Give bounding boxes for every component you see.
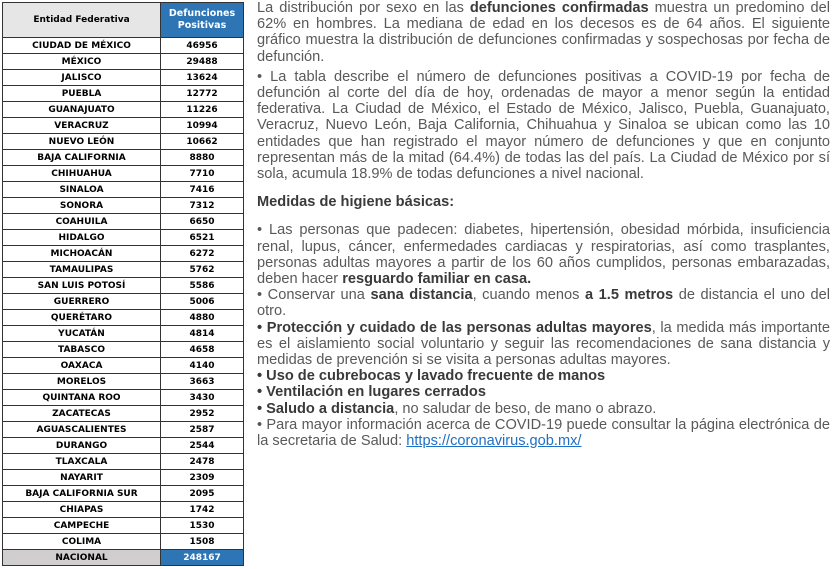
table-row [3, 406, 244, 422]
table-row [3, 134, 244, 150]
death-count: 3663 [161, 374, 244, 390]
b2-text-bold-2: a 1.5 metros [584, 287, 674, 304]
paragraph-table-description: • La tabla describe el número de defunciones positivas a COVID-19 por fecha de defunción al corte del día de hoy, ordenadas de mayor a menor según la entidad federativa. La Ciudad de México, el Estado de México, Jalisco, Puebla, Guanajuato, Veracruz, Nuevo León, Baja California, Chihuahua y Sinaloa se ubican como las 10 entidades que han registrado el mayor número de defunciones y que en conjunto representan más de la mitad (64.4%) de todas las del país. La Ciudad de México por sí sola, acumula 18.9% de todas defunciones a nivel nacional. [257, 68, 830, 183]
table-row [3, 102, 244, 118]
state-name: NAYARIT [3, 470, 161, 486]
death-count: 8880 [161, 150, 244, 166]
bullet-cubrebocas [257, 368, 830, 384]
b6-text-b: , no saludar de beso, de mano o abrazo. [394, 400, 657, 417]
death-count: 2478 [161, 454, 244, 470]
state-name: TAMAULIPAS [3, 262, 161, 278]
death-count: 29488 [161, 54, 244, 70]
table-row [3, 54, 244, 70]
bullet-saludo [257, 401, 830, 417]
coronavirus-gob-link[interactable]: https://coronavirus.gob.mx/ [406, 433, 582, 450]
death-count: 2309 [161, 470, 244, 486]
bullet-adultos-mayores [257, 320, 830, 369]
b3-text-bold: • Protección y cuidado de las personas adultas mayores [257, 319, 652, 336]
death-count: 6650 [161, 214, 244, 230]
state-name: TLAXCALA [3, 454, 161, 470]
death-count: 2587 [161, 422, 244, 438]
total-label: NACIONAL [3, 550, 161, 566]
death-count: 7312 [161, 198, 244, 214]
state-name: CIUDAD DE MÉXICO [3, 38, 161, 54]
table-row [3, 182, 244, 198]
table-row [3, 438, 244, 454]
death-count: 4814 [161, 326, 244, 342]
state-name: OAXACA [3, 358, 161, 374]
state-name: SAN LUIS POTOSÍ [3, 278, 161, 294]
table-row [3, 38, 244, 54]
table-row [3, 166, 244, 182]
state-name: AGUASCALIENTES [3, 422, 161, 438]
b2-text-c: , cuando menos [472, 287, 585, 304]
paragraph-distribution [257, 0, 830, 65]
table-row [3, 86, 244, 102]
state-name: QUERÉTARO [3, 310, 161, 326]
state-name: DURANGO [3, 438, 161, 454]
b4-text-bold: • Uso de cubrebocas y lavado frecuente de manos [257, 368, 606, 385]
bullet-sana-distancia [257, 287, 830, 319]
state-name: GUANAJUATO [3, 102, 161, 118]
state-name: JALISCO [3, 70, 161, 86]
death-count: 5762 [161, 262, 244, 278]
state-name: HIDALGO [3, 230, 161, 246]
table-row [3, 294, 244, 310]
table-row [3, 214, 244, 230]
table-row [3, 470, 244, 486]
table-row [3, 502, 244, 518]
state-name: BAJA CALIFORNIA SUR [3, 486, 161, 502]
death-count: 10662 [161, 134, 244, 150]
death-count: 5586 [161, 278, 244, 294]
state-name: BAJA CALIFORNIA [3, 150, 161, 166]
table-row [3, 230, 244, 246]
b1-text-a: • Las personas que padecen: diabetes, hipertensión, obesidad mórbida, insuficiencia renal, lupus, cáncer, enfermedades cardiacas y respiratorias, así como trasplantes, personas adultas mayores a partir de los 60 años cumplidos, personas embarazadas, deben hacer [257, 222, 830, 288]
death-count: 6272 [161, 246, 244, 262]
b2-text-bold-1: sana distancia [370, 287, 473, 304]
deaths-by-state-table [2, 2, 244, 566]
state-name: CHIHUAHUA [3, 166, 161, 182]
state-name: TABASCO [3, 342, 161, 358]
header-entidad: Entidad Federativa [3, 3, 161, 38]
table-row [3, 70, 244, 86]
state-name: COAHUILA [3, 214, 161, 230]
state-name: CHIAPAS [3, 502, 161, 518]
death-count: 7416 [161, 182, 244, 198]
b1-text-bold: resguardo familiar en casa. [342, 271, 532, 288]
death-count: 4140 [161, 358, 244, 374]
total-value: 248167 [161, 550, 244, 566]
table-row [3, 198, 244, 214]
b5-text-bold: • Ventilación en lugares cerrados [257, 384, 486, 401]
table-row [3, 534, 244, 550]
table-row [3, 358, 244, 374]
state-name: MÉXICO [3, 54, 161, 70]
bullet-more-info [257, 417, 830, 449]
table-row [3, 422, 244, 438]
state-name: YUCATÁN [3, 326, 161, 342]
p1-text-c: muestra un predomino del 62% en hombres. La mediana de edad en los decesos es de 64 años. El siguiente gráfico muestra la distribución de defunciones confirmadas y sospechosas por fecha de defunción. [257, 0, 830, 65]
death-count: 5006 [161, 294, 244, 310]
state-name: PUEBLA [3, 86, 161, 102]
hygiene-heading: Medidas de higiene básicas: [257, 194, 455, 211]
death-count: 4880 [161, 310, 244, 326]
p1-text-bold: defunciones confirmadas [469, 0, 649, 16]
b2-text-e: de distancia el uno del otro. [257, 287, 830, 320]
table-row [3, 278, 244, 294]
b2-text-a: • Conservar una [257, 287, 371, 304]
state-name: QUINTANA ROO [3, 390, 161, 406]
state-name: NUEVO LEÓN [3, 134, 161, 150]
header-defunciones: Defunciones Positivas [161, 3, 244, 38]
text-column [257, 0, 830, 449]
death-count: 1508 [161, 534, 244, 550]
state-name: ZACATECAS [3, 406, 161, 422]
death-count: 1742 [161, 502, 244, 518]
table-header-row [3, 3, 244, 38]
bullet-ventilacion [257, 384, 830, 400]
table-row [3, 342, 244, 358]
b6-text-bold: • Saludo a distancia [257, 400, 395, 417]
table-row [3, 246, 244, 262]
death-count: 2544 [161, 438, 244, 454]
death-count: 1530 [161, 518, 244, 534]
death-count: 12772 [161, 86, 244, 102]
state-name: SONORA [3, 198, 161, 214]
death-count: 13624 [161, 70, 244, 86]
table-total-row [3, 550, 244, 566]
death-count: 10994 [161, 118, 244, 134]
table-row [3, 454, 244, 470]
p1-text-a: La distribución por sexo en las [257, 0, 470, 16]
death-count: 2952 [161, 406, 244, 422]
state-name: VERACRUZ [3, 118, 161, 134]
table-row [3, 118, 244, 134]
table-row [3, 150, 244, 166]
table-row [3, 390, 244, 406]
state-name: SINALOA [3, 182, 161, 198]
bullet-risk-groups [257, 222, 830, 287]
table-row [3, 326, 244, 342]
table-row [3, 374, 244, 390]
death-count: 46956 [161, 38, 244, 54]
state-name: MORELOS [3, 374, 161, 390]
table-row [3, 518, 244, 534]
death-count: 4658 [161, 342, 244, 358]
b7-text: • Para mayor información acerca de COVID-19 puede consultar la página electrónica de la secretaria de Salud: [257, 416, 830, 450]
b3-text-b: , la medida más importante es el aislamiento social voluntario y seguir las recomendaciones de sana distancia y medidas de prevención si se visita a personas adultas mayores. [257, 319, 830, 369]
state-name: COLIMA [3, 534, 161, 550]
table-row [3, 310, 244, 326]
death-count: 2095 [161, 486, 244, 502]
death-count: 7710 [161, 166, 244, 182]
death-count: 3430 [161, 390, 244, 406]
table-row [3, 486, 244, 502]
death-count: 11226 [161, 102, 244, 118]
state-name: GUERRERO [3, 294, 161, 310]
table-row [3, 262, 244, 278]
state-name: MICHOACÁN [3, 246, 161, 262]
state-name: CAMPECHE [3, 518, 161, 534]
death-count: 6521 [161, 230, 244, 246]
